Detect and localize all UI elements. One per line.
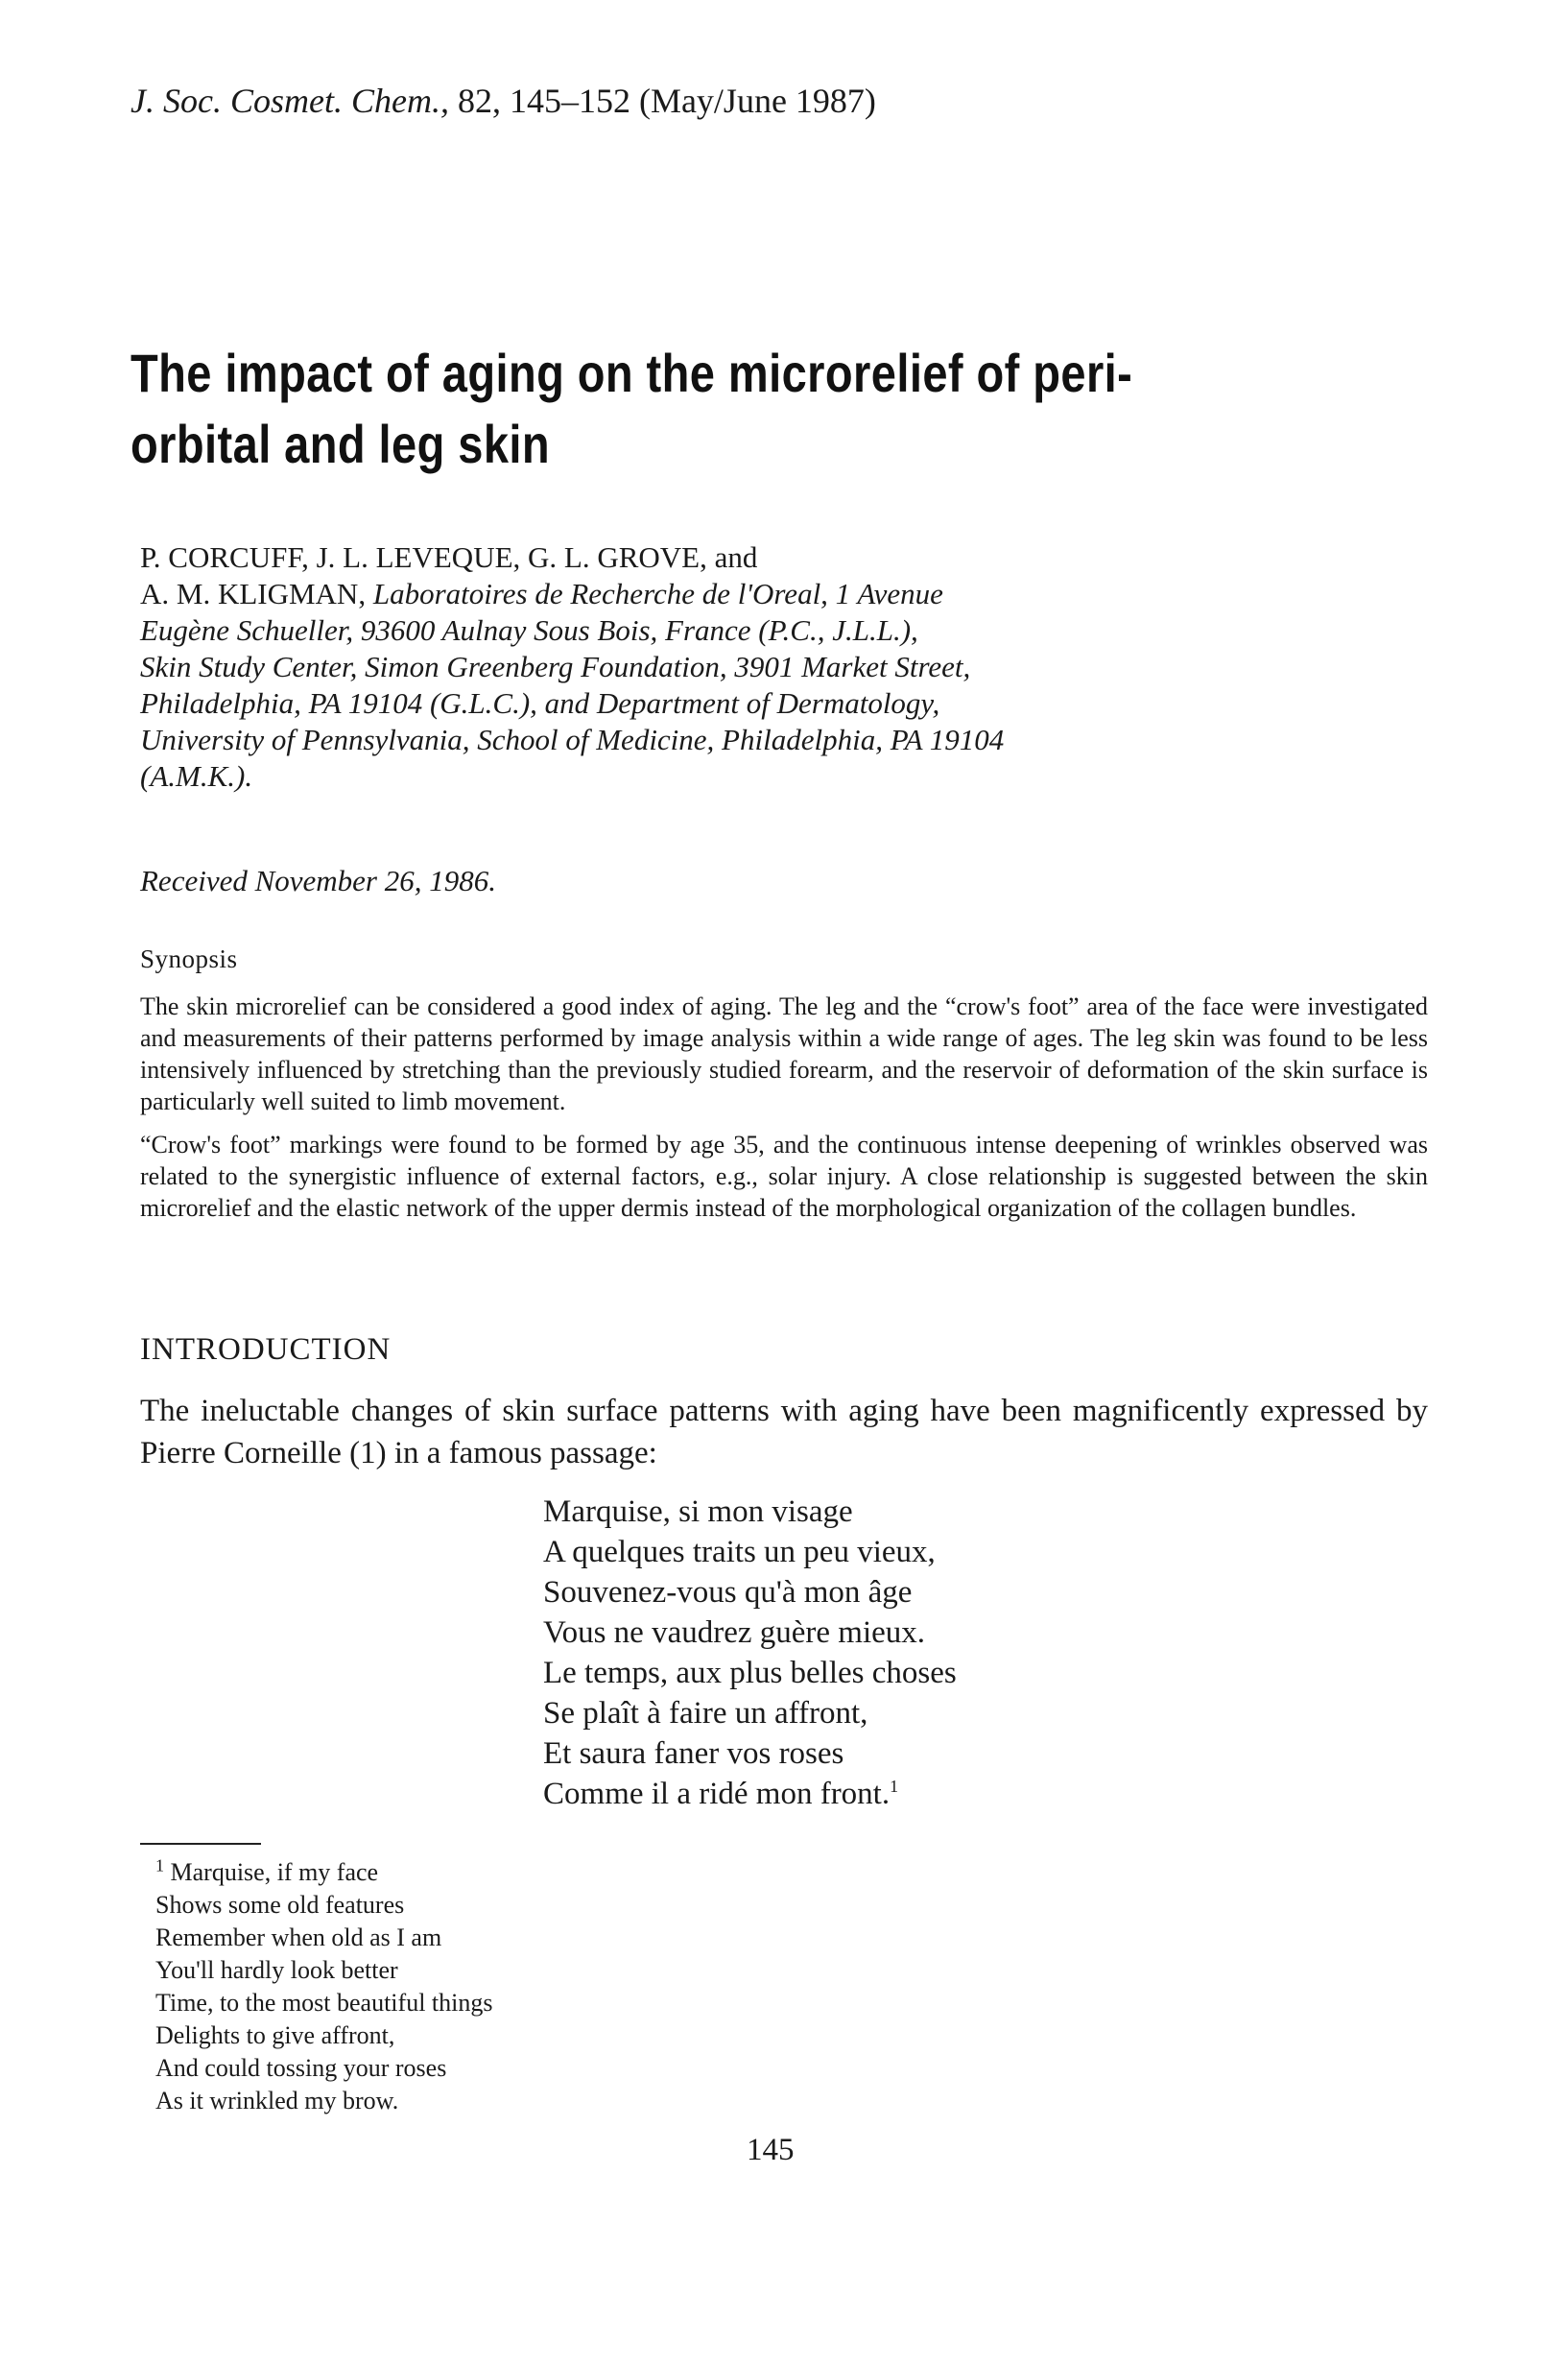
footnote: [155, 1856, 492, 2117]
affiliation-line-6: University of Pennsylvania, School of Medicine, Philadelphia, PA 19104: [140, 723, 1005, 756]
affiliation-line-4: Skin Study Center, Simon Greenberg Foundation, 3901 Market Street,: [140, 650, 971, 683]
affiliation-line-5: Philadelphia, PA 19104 (G.L.C.), and Department of Dermatology,: [140, 686, 940, 720]
affiliation-line-3: Eugène Schueller, 93600 Aulnay Sous Bois, France (P.C., J.L.L.),: [140, 613, 918, 647]
footnote-line-8: As it wrinkled my brow.: [155, 2087, 399, 2114]
footnote-line-3: Remember when old as I am: [155, 1923, 442, 1951]
received-date: Received November 26, 1986.: [140, 864, 497, 897]
page-number: 145: [747, 2133, 795, 2167]
poem-line-6: Se plaît à faire un affront,: [543, 1696, 868, 1731]
author-line-1: P. CORCUFF, J. L. LEVEQUE, G. L. GROVE, and: [140, 540, 758, 574]
poem-line-4: Vous ne vaudrez guère mieux.: [543, 1615, 926, 1650]
author-names: A. M. KLIGMAN,: [140, 577, 367, 610]
poem-line-5: Le temps, aux plus belles choses: [543, 1656, 957, 1690]
synopsis-paragraph-2: “Crow's foot” markings were found to be formed by age 35, and the continuous intense deepening of wrinkles observed was related to the synergistic influence of external factors, e.g., solar injury. A close relationship is suggested between the skin microrelief and the elastic network of the upper dermis instead of the morphological organization of the collagen bundles.: [140, 1131, 1428, 1222]
footnote-line-7: And could tossing your roses: [155, 2054, 447, 2082]
footnote-divider: [140, 1843, 261, 1845]
poem-line-1: Marquise, si mon visage: [543, 1494, 853, 1529]
footnote-reference[interactable]: 1: [890, 1777, 899, 1796]
footnote-line-1: [155, 1856, 492, 1889]
footnote-line-2: Shows some old features: [155, 1891, 405, 1919]
introduction-paragraph: The ineluctable changes of skin surface patterns with aging have been magnificently expressed by Pierre Corneille (1) in a famous passage:: [140, 1394, 1428, 1470]
synopsis-paragraph-1: The skin microrelief can be considered a good index of aging. The leg and the “crow's foot” area of the face were investigated and measurements of their patterns performed by image analysis within a wide range of ages. The leg skin was found to be less intensively influenced by stretching than the previously studied forearm, and the reservoir of deformation of the skin surface is particularly well suited to limb movement.: [140, 992, 1428, 1115]
journal-pages-date: 145–152 (May/June 1987): [509, 82, 876, 120]
poem-line-2: A quelques traits un peu vieux,: [543, 1535, 936, 1569]
poem-line-7: Et saura faner vos roses: [543, 1736, 844, 1771]
journal-reference: [131, 81, 876, 121]
poem-line-3: Souvenez-vous qu'à mon âge: [543, 1575, 913, 1610]
footnote-line-5: Time, to the most beautiful things: [155, 1989, 493, 2017]
affiliation-line-7: (A.M.K.).: [140, 759, 253, 793]
introduction-heading: INTRODUCTION: [140, 1332, 392, 1367]
author-line-2: [140, 576, 1464, 612]
author-block: [140, 539, 1464, 795]
footnote-line-4: You'll hardly look better: [155, 1956, 398, 1984]
footnote-line-1-text: Marquise, if my face: [170, 1858, 379, 1886]
poem: [543, 1492, 957, 1814]
footnote-line-6: Delights to give affront,: [155, 2021, 395, 2049]
synopsis-heading: Synopsis: [140, 944, 238, 973]
poem-line-8: [543, 1774, 957, 1814]
footnote-mark: 1: [155, 1855, 164, 1875]
journal-volume: 82,: [457, 82, 501, 120]
journal-name: J. Soc. Cosmet. Chem.,: [131, 82, 449, 120]
article-title: The impact of aging on the microrelief of peri-orbital and leg skin: [131, 343, 1133, 474]
synopsis-body: [140, 991, 1428, 1224]
affiliation-text: Laboratoires de Recherche de l'Oreal, 1 Avenue: [372, 577, 943, 610]
poem-line-8-text: Comme il a ridé mon front.: [543, 1777, 891, 1811]
